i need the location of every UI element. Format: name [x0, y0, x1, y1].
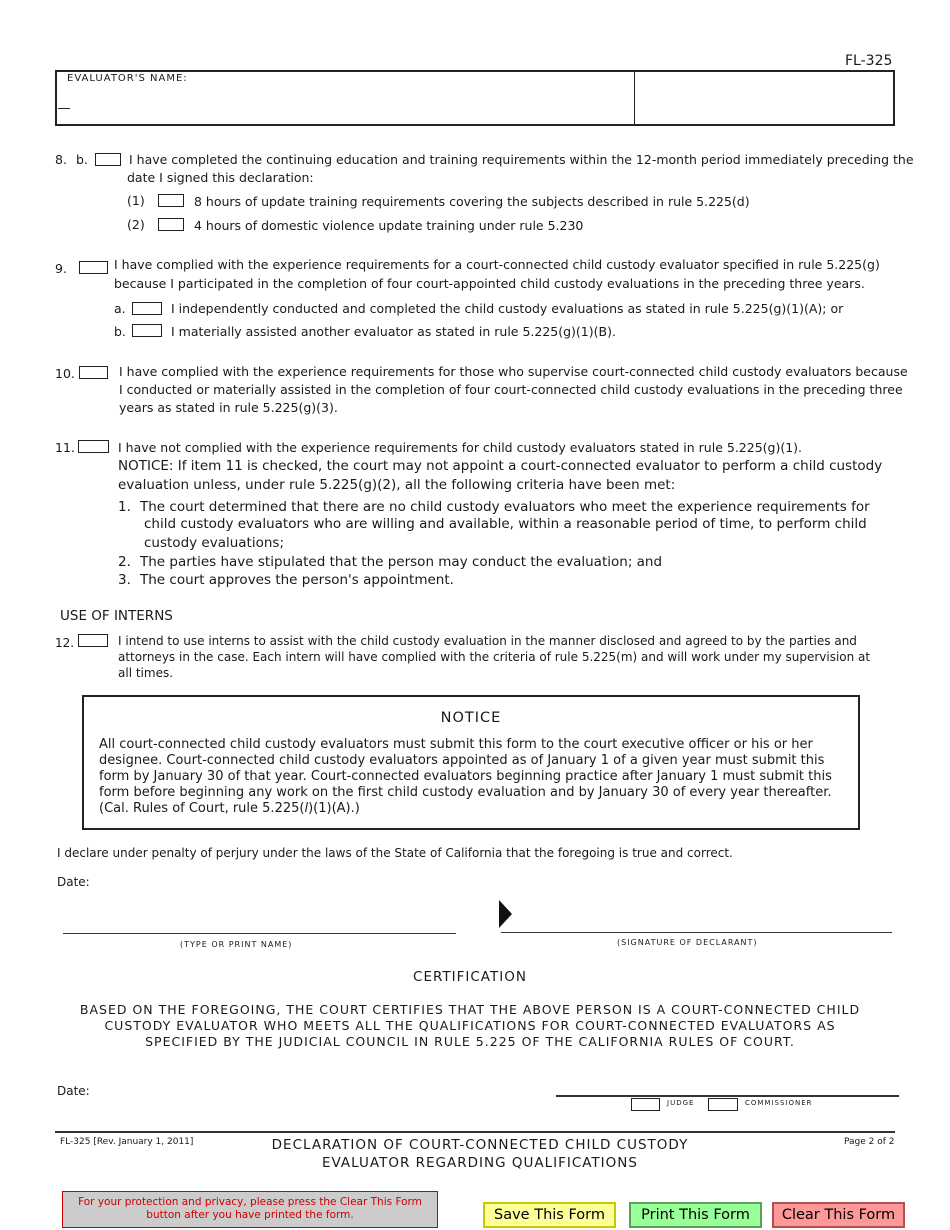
item11-notice-line2: evaluation unless, under rule 5.225(g)(2), all the following criteria have been met:: [118, 477, 676, 493]
item11-number: 11.: [55, 440, 75, 455]
notice-line5-pre: (Cal. Rules of Court, rule 5.225(: [99, 801, 305, 816]
footer-page-number: Page 2 of 2: [844, 1137, 895, 1147]
print-name-field[interactable]: [63, 910, 456, 932]
notice-line2: designee. Court-connected child custody evaluators appointed as of January 1 of a given year must submit this: [99, 753, 825, 768]
item9-checkbox[interactable]: [79, 261, 108, 274]
certification-line3: SPECIFIED BY THE JUDICIAL COUNCIL IN RULE 5.225 OF THE CALIFORNIA RULES OF COURT.: [145, 1034, 795, 1049]
item9-number: 9.: [55, 261, 67, 276]
criteria3-number: 3.: [118, 572, 131, 588]
notice-line1: All court-connected child custody evaluators must submit this form to the court executive officer or his or her: [99, 737, 813, 752]
clear-button[interactable]: Clear This Form: [772, 1202, 905, 1228]
item9a-checkbox[interactable]: [132, 302, 162, 315]
item10-text-line1: I have complied with the experience requirements for those who supervise court-connected child custody evaluators because: [119, 364, 908, 379]
footer-revision: FL-325 [Rev. January 1, 2011]: [60, 1137, 194, 1147]
footer-title-line1: DECLARATION OF COURT-CONNECTED CHILD CUSTODY: [271, 1137, 689, 1153]
judge-signature-line: [556, 1095, 899, 1097]
privacy-notice: [62, 1191, 438, 1228]
privacy-notice-line2: button after you have printed the form.: [146, 1209, 354, 1221]
criteria1-line1: The court determined that there are no child custody evaluators who meet the experience requirements for: [140, 499, 870, 515]
evaluator-name-label: EVALUATOR'S NAME:: [67, 73, 188, 84]
item8-text-line1: I have completed the continuing education and training requirements within the 12-month period immediately preceding the: [129, 152, 914, 167]
item12-text-line3: all times.: [118, 666, 174, 680]
item9b-checkbox[interactable]: [132, 324, 162, 337]
footer-rule: [55, 1131, 895, 1133]
item12-checkbox[interactable]: [78, 634, 108, 647]
notice-line5-italic: l: [304, 801, 309, 816]
declaration-date-label: Date:: [57, 875, 90, 889]
item8-sub2-text: 4 hours of domestic violence update training under rule 5.230: [194, 218, 584, 233]
signature-caption: (SIGNATURE OF DECLARANT): [617, 938, 758, 947]
save-button[interactable]: Save This Form: [483, 1202, 616, 1228]
item11-notice-line1: NOTICE: If item 11 is checked, the court may not appoint a court-connected evaluator to perform a child custody: [118, 458, 883, 474]
item12-number: 12.: [55, 636, 75, 650]
notice-line3: form by January 30 of that year. Court-connected evaluators beginning practice after January 1 must submit this: [99, 769, 832, 784]
item8-sub2-checkbox[interactable]: [158, 218, 184, 231]
signature-field[interactable]: [515, 904, 891, 930]
print-name-caption: (TYPE OR PRINT NAME): [180, 940, 293, 949]
item10-text-line2: I conducted or materially assisted in the completion of four court-connected child custody evaluations in the preceding three: [119, 382, 903, 397]
criteria3-text: The court approves the person's appointment.: [140, 572, 454, 588]
declaration-date-field[interactable]: [95, 872, 395, 890]
criteria1-line2: child custody evaluators who are willing and available, within a reasonable period of time, to perform child: [144, 516, 867, 532]
item8-text-line2: date I signed this declaration:: [127, 170, 314, 185]
notice-line5: [99, 801, 360, 817]
footer-title-line2: EVALUATOR REGARDING QUALIFICATIONS: [322, 1155, 638, 1171]
item8-sub-label: b.: [76, 152, 88, 167]
item9b-label: b.: [114, 324, 126, 339]
item10-number: 10.: [55, 366, 75, 381]
item8-sub2-number: (2): [127, 217, 145, 232]
case-number-field[interactable]: [639, 74, 891, 122]
criteria2-text: The parties have stipulated that the person may conduct the evaluation; and: [140, 554, 663, 570]
item12-text-line1: I intend to use interns to assist with the child custody evaluation in the manner disclosed and agreed to by the parties and: [118, 634, 857, 648]
item8b-checkbox[interactable]: [95, 153, 121, 166]
item8-sub1-checkbox[interactable]: [158, 194, 184, 207]
item10-text-line3: years as stated in rule 5.225(g)(3).: [119, 400, 338, 415]
certification-date-label: Date:: [57, 1084, 90, 1098]
item11-text: I have not complied with the experience requirements for child custody evaluators stated in rule 5.225(g)(1).: [118, 440, 803, 455]
notice-line4: form before beginning any work on the first child custody evaluation and by January 30 of every year thereafter.: [99, 785, 832, 800]
header-box: [55, 70, 895, 126]
print-name-line: [63, 933, 456, 934]
form-id: FL-325: [845, 53, 893, 69]
certification-line2: CUSTODY EVALUATOR WHO MEETS ALL THE QUALIFICATIONS FOR COURT-CONNECTED EVALUATORS AS: [104, 1018, 836, 1033]
commissioner-checkbox[interactable]: [708, 1098, 738, 1111]
item9-text-line2: because I participated in the completion of four court-appointed child custody evaluations in the preceding three years.: [114, 276, 865, 291]
item9a-text: I independently conducted and completed the child custody evaluations as stated in rule 5.225(g)(1)(A); or: [171, 301, 844, 316]
item9a-label: a.: [114, 301, 126, 316]
commissioner-label: COMMISSIONER: [745, 1099, 813, 1107]
judge-checkbox[interactable]: [631, 1098, 660, 1111]
privacy-notice-line1: For your protection and privacy, please press the Clear This Form: [78, 1196, 422, 1208]
item11-checkbox[interactable]: [78, 440, 109, 453]
interns-heading: USE OF INTERNS: [60, 608, 173, 624]
item10-checkbox[interactable]: [79, 366, 108, 379]
cursor-mark: [58, 108, 70, 109]
signature-arrow-icon: [499, 900, 512, 928]
item9-text-line1: I have complied with the experience requirements for a court-connected child custody evaluator specified in rule 5.225(g): [114, 257, 880, 272]
print-button[interactable]: Print This Form: [629, 1202, 762, 1228]
item8-sub1-text: 8 hours of update training requirements covering the subjects described in rule 5.225(d): [194, 194, 750, 209]
signature-line: [501, 932, 892, 933]
item9b-text: I materially assisted another evaluator as stated in rule 5.225(g)(1)(B).: [171, 324, 616, 339]
item12-text-line2: attorneys in the case. Each intern will have complied with the criteria of rule 5.225(m) and will work under my supervision at: [118, 650, 871, 664]
judge-label: JUDGE: [667, 1099, 695, 1107]
criteria2-number: 2.: [118, 554, 131, 570]
criteria1-line3: custody evaluations;: [144, 535, 285, 551]
notice-title: NOTICE: [440, 710, 502, 726]
declaration-text: I declare under penalty of perjury under the laws of the State of California that the foregoing is true and correct.: [57, 846, 733, 860]
header-divider: [634, 72, 635, 124]
notice-line5-post: )(1)(A).): [308, 801, 360, 816]
certification-title: CERTIFICATION: [413, 969, 527, 985]
notice-box: [82, 695, 860, 830]
item8-sub1-number: (1): [127, 193, 145, 208]
certification-line1: BASED ON THE FOREGOING, THE COURT CERTIFIES THAT THE ABOVE PERSON IS A COURT-CONNECTED CHILD: [79, 1002, 861, 1017]
criteria1-number: 1.: [118, 499, 131, 515]
evaluator-name-field[interactable]: [58, 88, 628, 108]
item8-number: 8.: [55, 152, 67, 167]
